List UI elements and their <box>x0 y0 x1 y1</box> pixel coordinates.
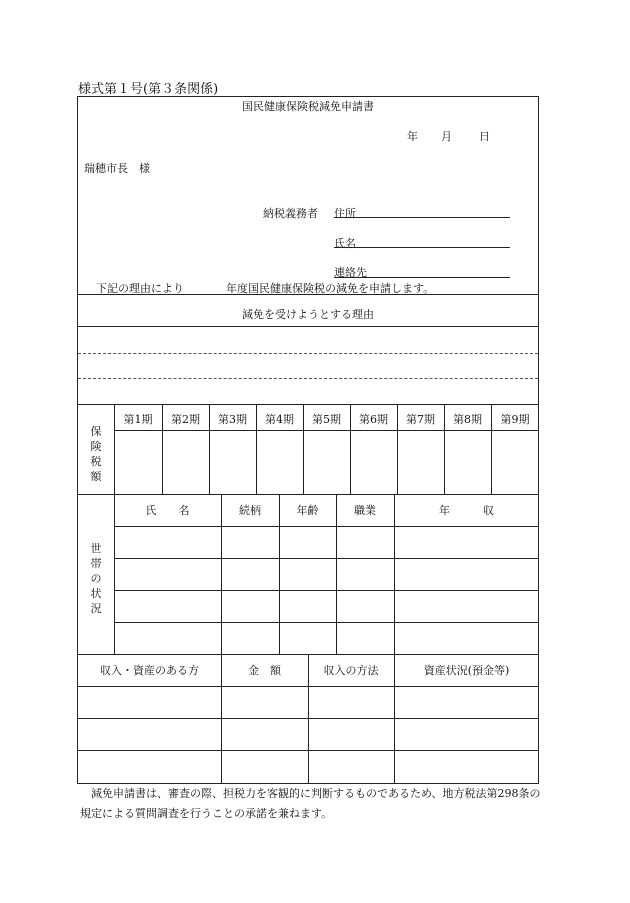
reason-line[interactable] <box>78 378 538 379</box>
date-month: 月 <box>441 130 452 143</box>
contact-field[interactable] <box>334 277 510 278</box>
period-6: 第6期 <box>359 413 388 426</box>
col-name: 氏 名 <box>145 504 190 517</box>
period-4: 第4期 <box>265 413 294 426</box>
col-amount: 金 額 <box>248 664 281 677</box>
divider <box>78 494 538 495</box>
col-age: 年齢 <box>296 504 319 517</box>
divider <box>114 494 115 654</box>
divider <box>78 294 538 295</box>
divider <box>114 526 539 527</box>
divider <box>279 494 280 654</box>
form-title: 国民健康保険税減免申請書 <box>242 100 374 113</box>
col-occupation: 職業 <box>354 504 376 517</box>
table-row <box>114 558 539 559</box>
request-text-1: 下記の理由により <box>96 282 184 295</box>
period-9: 第9期 <box>500 413 530 426</box>
request-text-2: 年度国民健康保険税の減免を申請します。 <box>226 282 435 295</box>
col-income-method: 収入の方法 <box>323 664 379 677</box>
addressee: 瑞穂市長 様 <box>84 162 150 175</box>
table-row <box>78 750 538 751</box>
taxpayer-label: 納税義務者 <box>263 207 318 220</box>
name-field[interactable] <box>334 247 510 248</box>
table-row <box>114 622 539 623</box>
divider <box>78 686 538 687</box>
period-5: 第5期 <box>312 413 341 426</box>
divider <box>336 494 337 654</box>
period-3: 第3期 <box>218 413 247 426</box>
table-row <box>78 718 538 719</box>
name-label: 氏名 <box>334 237 356 250</box>
household-header: 世 帯 の 状 況 <box>90 542 102 615</box>
divider <box>78 404 538 405</box>
date-day: 日 <box>479 130 490 143</box>
address-label: 住所 <box>334 207 356 220</box>
col-annual-income: 年 収 <box>439 504 494 517</box>
reason-line[interactable] <box>78 353 538 354</box>
date-year: 年 <box>407 130 418 143</box>
contact-label: 連絡先 <box>334 266 367 279</box>
tax-amount-header: 保 険 税 額 <box>90 425 102 483</box>
divider <box>394 494 395 654</box>
col-income-holder: 収入・資産のある方 <box>100 664 199 677</box>
address-field[interactable] <box>334 217 510 218</box>
divider <box>78 326 538 327</box>
consent-note: 減免申請書は、審査の際、担税力を客観的に判断するものであるため、地方税法第298条の規定による質問調査を行うことの承諾を兼ねます。 <box>80 787 541 820</box>
application-form <box>77 96 539 784</box>
period-1: 第1期 <box>123 413 153 426</box>
table-row <box>114 590 539 591</box>
period-2: 第2期 <box>171 413 200 426</box>
divider <box>114 430 539 431</box>
col-assets: 資産状況(預金等) <box>423 664 510 677</box>
divider <box>221 494 222 654</box>
form-number-label: 様式第１号(第３条関係) <box>78 82 219 97</box>
period-7: 第7期 <box>406 413 435 426</box>
period-8: 第8期 <box>453 413 482 426</box>
reason-header: 減免を受けようとする理由 <box>242 308 374 321</box>
col-relation: 続柄 <box>239 504 261 517</box>
